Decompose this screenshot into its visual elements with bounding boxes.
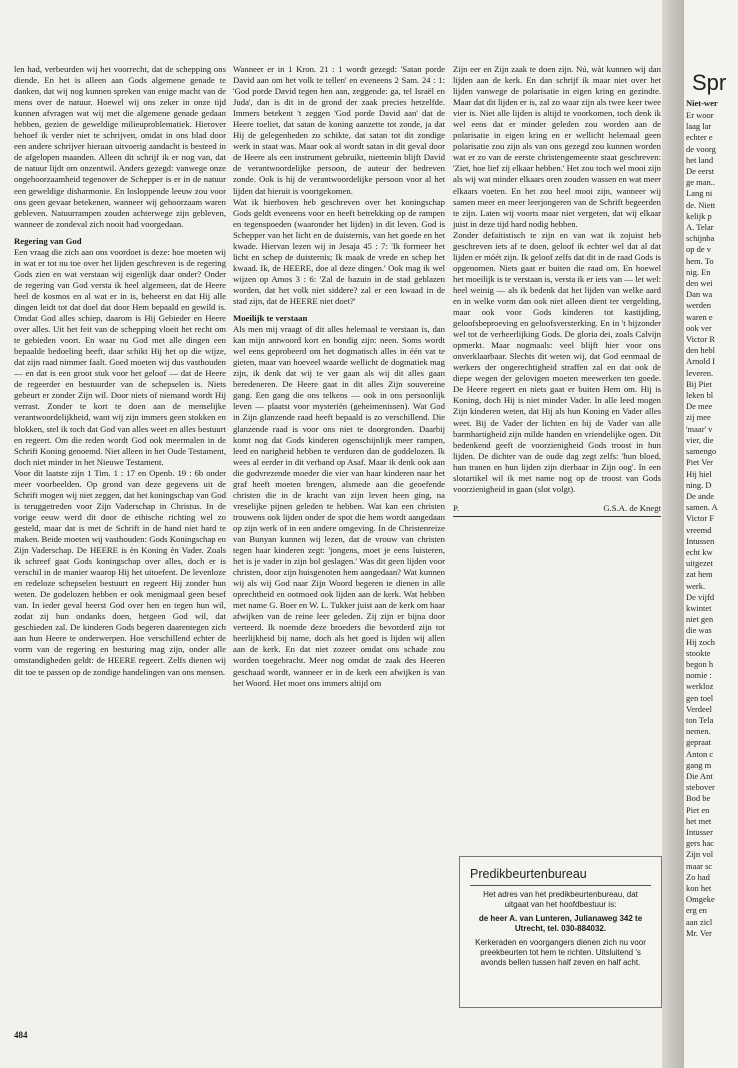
adjacent-page-line: ning. D xyxy=(686,479,712,490)
adjacent-page-line: zat hem xyxy=(686,569,713,580)
adjacent-page-line: maar sc xyxy=(686,860,713,871)
paragraph: Zonder defaitistisch te zijn en van wat ik zojuist heb geschreven iets af te doen, geloof ik echter wel dat al dat lijden er móét zijn. Ik geloof zelfs dat dit in de raad Gods is opgenomen. Niets gaat er buiten die raad om. En hoewel het moeilijk is te verstaan is, versta ik er iets van — let wel: heel weinig — als ik bedenk dat het lijden van welke aard en in welke vorm dan ook niet alleen dient ter vergelding, maar ook voor Gods kinderen tot kastijding, geloofsbeproeving en geloofsversterking. En in 't bijzonder wel tot de verheerlijking Gods. De gloria dei, zoals Calvijn opmerkt. Maar nogmaals: veel blijft hier voor ons onverklaarbaar. Slechts dit weten wij, dat God eenmaal de werkers der ongerechtigheid straffen zal en dat ook de diepe wegen der gelovigen moeten meewerken ten goede. De Heere regeert en niets gaat er buiten Hem om. Hij is Koning, doch Hij is niet minder Vader. In alle leed mogen Zijn kinderen weten, dat Hij als hun Koning en Vader alles weet. Bij de Vader der lichten en bij de Vader van alle barmhartigheid zijn milde handen en vriendelijke ogen. Dit bedenkend geeft de voorzienigheid Gods troost in hun lijden. De dichter van de oude dag zegt zelfs: 'hun bloed, hun tranen en hun lijden zijn dierbaar in Zijn oog'. In een slotartikel wil ik met name nog op de troost van Gods voorzienigheid in gaan (slot volgt). xyxy=(453,229,661,494)
adjacent-page-line: leken bl xyxy=(686,390,714,401)
adjacent-page-line: werk. xyxy=(686,580,706,591)
signature-initial: P. xyxy=(453,502,460,513)
paragraph: Voor dit laatste zijn 1 Tim. 1 : 17 en Openb. 19 : 6b onder meer voorbeelden. Op grond van deze gegevens uit de Schrift mogen wij niet zeggen, dat het koningschap van God is teruggetreden voor Zijn Vaderschap in Christus. In de vorige eeuw werd dit door de ethische richting wel zo gesteld, maar dat is met de Schrift in de hand niet hard te maken. Beide moeten wij vasthouden: Gods Koningschap en Zijn Vaderschap. De HEERE is èn Koning èn Vader. Zoals ik schreef gaat Gods koningschap over alles, doch er is verschil in de manier waarop Hij het uitoefent. De levenloze en redeloze schepselen bestuurt en regeert Hij zonder hun weten. De godelozen hebben er ook menigmaal geen besef van. In ieder geval heerst God over hen en tegen hun wil, zodat zij hun ondanks doen, hetgeen God wil, dat geschieden zal. De kinderen Gods begeren daarentegen zich aan hun Heere te onderwerpen. Hoe verschillend echter de vorm van de regering en besturing mag zijn, onder alle omstandigheden geldt: de HEERE regeert. Zelfs dienen wij dit toe te passen op de zondige handelingen van ons mensen. xyxy=(14,467,226,677)
adjacent-page-line: niet gen xyxy=(686,614,714,625)
adjacent-page-line: Victor R xyxy=(686,334,715,345)
adjacent-page-line: Mr. Ver xyxy=(686,927,712,938)
announcement-note: Kerkeraden en voorgangers dienen zich nu voor preekbeurten tot hem te richten. Uitsluitend 's avonds bellen tussen half zeven en half acht. xyxy=(475,938,646,967)
adjacent-page-line: samengo xyxy=(686,446,717,457)
adjacent-page-subtitle: Niet-wer xyxy=(686,98,718,108)
adjacent-page-line: nomie : xyxy=(686,670,712,681)
adjacent-page-line: Hij hiel xyxy=(686,468,712,479)
adjacent-page-line: De eerst xyxy=(686,166,715,177)
adjacent-page-line: Anton c xyxy=(686,748,714,759)
adjacent-page-title: Spr xyxy=(692,70,727,95)
adjacent-page-line: werden xyxy=(686,300,712,311)
intro-paragraph: len had, verbeurden wij het voorrecht, dat de schepping ons diende. En het is alleen aan Gods algemene genade te danken, dat wij nog kunnen spreken van enige macht van de mens over de natuur. Hoewel wij ons zeker in onze tijd kunnen afvragen wat wij met die algemene genade gedaan hebben, gezien de geweldige milieuproblematiek. Hierover behoef ik verder niet te schrijven, omdat in ons blad door een andere schrijver hieraan uitvoerig aandacht is besteed in de afgelopen maanden. Alleen dit schrijf ik er nog van, dat de natuur lijdt om onzentwil. Anders gezegd: vanwege onze ongehoorzaamheid tegenover de Schepper is er in de natuur een geweldige disharmonie. En losloppende leeuw zou voor ons geen gevaar betekenen, wanneer wij gehoorzaam waren gebleven. Natuurrampen zouden achterwege zijn gebleven, wanneer de zondeval zich nooit had voorgedaan. xyxy=(14,64,226,229)
adjacent-page-line: stebover xyxy=(686,782,715,793)
signature-line xyxy=(453,503,661,517)
paragraph: Wanneer er in 1 Kron. 21 : 1 wordt gezegd: 'Satan porde David aan om het volk te tellen' en eveneens 2 Sam. 24 : 1: 'God porde David tegen hen aan, zeggende: ga, tel Israël en Juda', dan is dit in de grond der zaak precies hetzelfde. Immers betekent 't zeggen 'God porde David aan' dat de Heere toeliet, dat satan de koning aanzette tot zonde, ja dat Hij de gelegenheden zo schikte, dat satan tot dit zondige werk in staat was. Maar ook al wordt satan in dit geval door de Heere als een instrument gebruikt, niettemin blijft David de verantwoordelijke persoon, de auteur der bedreven zonde. Ook is hij de verantwoordelijke persoon voor al het lijden dat hieruit is voortgekomen. xyxy=(233,64,445,196)
adjacent-page-line: vier, die xyxy=(686,434,714,445)
announcement-text: Het adres van het predikbeurtenbureau, dat uitgaat van het hoofdbestuur is: xyxy=(483,890,638,909)
adjacent-page-line: Bij Piet xyxy=(686,378,712,389)
adjacent-page-text xyxy=(686,110,718,939)
adjacent-page xyxy=(684,0,738,1068)
page-gutter xyxy=(662,0,684,1068)
page-number: 484 xyxy=(14,1030,28,1040)
adjacent-page-line: Hij zoch xyxy=(686,636,716,647)
adjacent-page-line: nig. En xyxy=(686,266,711,277)
adjacent-page-line: laag lar xyxy=(686,121,712,132)
adjacent-page-line: Piet en xyxy=(686,804,710,815)
adjacent-page-line: Er woor xyxy=(686,110,714,120)
adjacent-page-line: begon h xyxy=(686,658,714,669)
adjacent-page-line: den hebl xyxy=(686,345,716,356)
column-3 xyxy=(453,64,661,517)
adjacent-page-line: Omgeke xyxy=(686,894,715,905)
adjacent-page-line: echt kw xyxy=(686,546,713,557)
adjacent-page-line: nemen. xyxy=(686,726,711,737)
adjacent-page-line: Victor F xyxy=(686,513,715,524)
adjacent-page-line: gang m xyxy=(686,759,712,770)
adjacent-page-line: Piet Ver xyxy=(686,457,713,468)
adjacent-page-line: A. Telar xyxy=(686,222,714,233)
adjacent-page-line: werkloz xyxy=(686,681,714,692)
paragraph: Een vraag die zich aan ons voordoet is deze: hoe moeten wij in wat er tot nu toe over het lijden geschreven is de regering Gods zien en wat verstaan wij eigenlijk daar onder? Onder de regering van God versta ik heel algemeen, dat de Heere heel de kosmos en al wat er in is, beheerst en dat Hij alle dingen leidt tot dat doel dat door Hem bepaald en gewild is. Omdat God alles schiep, daarom is Hij Gebieder en Heere over alles. Uit het feit van de schepping vloeit het recht om te gebieden voort. En waar nu God met alle dingen een bepaalde bedoeling heeft, daar schikt Hij het op die wijze, dat zijn raad nimmer faalt. Goed moeten wij dus vasthouden — en dat is een groot stuk voor het geloof — dat de Heere de regeerder en bestuurder van de schepselen is. Niets gebeurt er zonder Zijn wil. Door niets of niemand wordt Hij verrast. Zonder te kort te doen aan de menselijke verantwoordelijkheid, want wij zijn immers geen stokken en blokken, stel ik toch dat God van alles weet en alles bestuurt en regeert. Om die reden wordt God ook meermalen in de Schrift Koning genoemd. Niet alleen in het Oude Testament, doch niet minder in het Nieuwe Testament. xyxy=(14,246,226,467)
adjacent-page-line: het land xyxy=(686,154,714,165)
section-heading-moeilijk: Moeilijk te verstaan xyxy=(233,313,308,324)
adjacent-page-line: gers hac xyxy=(686,838,715,849)
adjacent-page-line: De ande xyxy=(686,490,715,501)
announcement-title: Predikbeurtenbureau xyxy=(470,867,651,886)
adjacent-page-line: ge man.. xyxy=(686,177,716,188)
adjacent-page-line: Intussen xyxy=(686,535,715,546)
adjacent-page-line: de voorg xyxy=(686,143,716,154)
section-heading-regering: Regering van God xyxy=(14,235,82,246)
adjacent-page-line: Intusser xyxy=(686,827,713,837)
adjacent-page-line: hem. To xyxy=(686,255,714,266)
adjacent-page-line: aan zicl xyxy=(686,916,713,927)
column-1 xyxy=(14,64,226,678)
paragraph: Wat ik hierboven heb geschreven over het koningschap Gods geldt eveneens voor en heeft betrekking op de rampen en tegenspoeden (waaronder het lijden) in dit leven. God is Schepper van het licht en de duisternis, van het goede en het kwade. Hiervan lezen wij in Jesaja 45 : 7: 'Ik formeer het licht en schep de duisternis; Ik maak de vrede en schep het kwaad. Ik, de HEERE, doe al deze dingen.' Ook mag ik wel wijzen op Amos 3 : 6: 'Zal de bazuin in de stad geblazen worden, dat het volk niet siddere? zal er een kwaad in de stad zijn, dat de HEERE niet doet?' xyxy=(233,196,445,306)
adjacent-page-line: Die Ant xyxy=(686,770,713,781)
adjacent-page-line: zij mee xyxy=(686,412,711,423)
adjacent-page-line: De vijfd xyxy=(686,591,715,602)
adjacent-page-line: 'maar' v xyxy=(686,423,713,434)
adjacent-page-line: kelijk p xyxy=(686,210,712,221)
adjacent-page-line: schijnba xyxy=(686,233,715,244)
adjacent-page-line: kon het xyxy=(686,883,712,894)
adjacent-page-line: ton Tela xyxy=(686,714,714,725)
adjacent-page-line: den wei xyxy=(686,278,713,289)
adjacent-page-line: Lang ni xyxy=(686,188,713,199)
adjacent-page-line: gen toel xyxy=(686,692,714,703)
adjacent-page-line: op de v xyxy=(686,244,712,255)
adjacent-page-line: waren e xyxy=(686,311,713,322)
adjacent-page-line: Dan wa xyxy=(686,289,713,300)
adjacent-page-line: leveren. xyxy=(686,367,714,378)
adjacent-page-line: ook ver xyxy=(686,322,712,333)
paragraph: Als men mij vraagt of dit alles helemaal te verstaan is, dan kan mijn antwoord kort en bondig zijn: neen. Soms wordt wel eens geprobeerd om het dogmatisch alles in één vat te gieten, maar van hoeveel waarde wellicht de dogmatiek mag zijn, ik denk dat wij te ver gaan als wij dit alles gaan beredeneren. De Heere gaat in dit alles Zijn souvereine gang. Een gang die ons telkens — ook in ons persoonlijk leven — plaatst voor mysteriën (geheimenissen). Wat God in Zijn glanzende raad heeft bepaald is zo verschillend. Die glanzende raad is voor ons niet te doorgronden. Daarbij komt nog dat Gods kinderen ogenschijnlijk meer rampen, leed en narigheid hebben te verduren dan de goddelozen. Ik wees al eerder in dit verband op Asaf. Maar ik denk ook aan die godvrezende moeder die vier van haar kinderen naar het graf heeft moeten brengen, alsmede aan die geoefende christen die in de kracht van zijn leven heen ging, na vreselijke pijnen geleden te hebben. Wat kan een christen trouwens ook lijden onder de spot die hem wordt aangedaan op zijn werk of in een andere omgeving. In de Christenreize van Bunyan kunnen wij lezen, dat de vrouw van christen tegen haar kinderen zegt: 'jongens, moet je eens luisteren, het is je vader in zijn bol geslagen.' Was dit geen lijden voor christen, door zijn huisgenoten hem aangedaan? Wat kunnen wij als wij God naar Zijn Woord begeren te dienen in alle oprechtheid en ootmoed ook lijden aan de kerk. Wat hebben met name G. Boer en W. L. Tukker juist aan de kerk om haar afwijken van de reine leer geleden. Zij zijn er bijna door verteerd. Ik noemde deze broeders die bevorderd zijn tot heerlijkheid bij name, doch als het goed is lijden wij allen aan de kerk. En dat niet zozeer omdat ons schade zou worden toegebracht. Meer nog omdat de zaak des Heeren geschaad wordt, wanneer er in de kerk een afwijken is van het Woord. Het moet ons immers altijd om xyxy=(233,324,445,688)
adjacent-page-line: stookte xyxy=(686,647,711,658)
adjacent-page-line: kwintet xyxy=(686,602,712,613)
adjacent-page-line: samen. A xyxy=(686,502,718,513)
adjacent-page-line: uitgezet xyxy=(686,558,713,569)
adjacent-page-line: Zo had xyxy=(686,871,710,882)
adjacent-page-line: de. Niett xyxy=(686,199,716,210)
adjacent-page-line: gepraat xyxy=(686,737,712,748)
announcement-address: de heer A. van Lunteren, Julianaweg 342 te Utrecht, tel. 030-884032. xyxy=(478,914,643,933)
adjacent-page-line: die was xyxy=(686,625,712,636)
adjacent-page-line: vreemd xyxy=(686,524,712,535)
announcement-box xyxy=(459,856,662,1008)
adjacent-page-line: het met xyxy=(686,815,712,826)
author-name: G.S.A. de Knegt xyxy=(603,502,661,513)
adjacent-page-line: Bod be xyxy=(686,793,711,804)
column-2 xyxy=(233,64,445,689)
adjacent-page-line: echter e xyxy=(686,132,713,143)
adjacent-page-line: erg en xyxy=(686,905,707,916)
adjacent-page-line: Zijn vol xyxy=(686,849,714,860)
adjacent-page-line: Verdeel xyxy=(686,703,712,714)
adjacent-page-line: Arnold I xyxy=(686,356,716,367)
paragraph: Zijn eer en Zijn zaak te doen zijn. Nú, wàt kunnen wij dan lijden aan de kerk. En dan schrijf ik maar niet over het lijden vanwege de polarisatie in eigen kring en gezindte. Maar dat dit lijden er is, zal zo waar zijn als twee keer twee vier is. Niet alle lijden is altijd te voorkomen, toch denk ik wel eens dat er minder geleden zou worden aan de polarisatie in eigen kring en er wellicht helemaal geen polarisatie zou zijn als van ons gezegd zou kunnen worden wat er zo van de eerste christengemeente staat geschreven: 'Ziet, hoe lief zij elkaar hebben.' Het zou toch wel mooi zijn als wij wat minder elkaars oren zouden wassen en wat meer elkaars voeten. En het zou heel mooi zijn, wanneer wij samen meer en meer leerjongeren van de Schrift begeerden te zijn. Laten wij voorts maar niet vergeten, dat wij elkaar juist in deze tijd hard nodig hebben. xyxy=(453,64,661,229)
adjacent-page-line: De mee xyxy=(686,401,713,412)
